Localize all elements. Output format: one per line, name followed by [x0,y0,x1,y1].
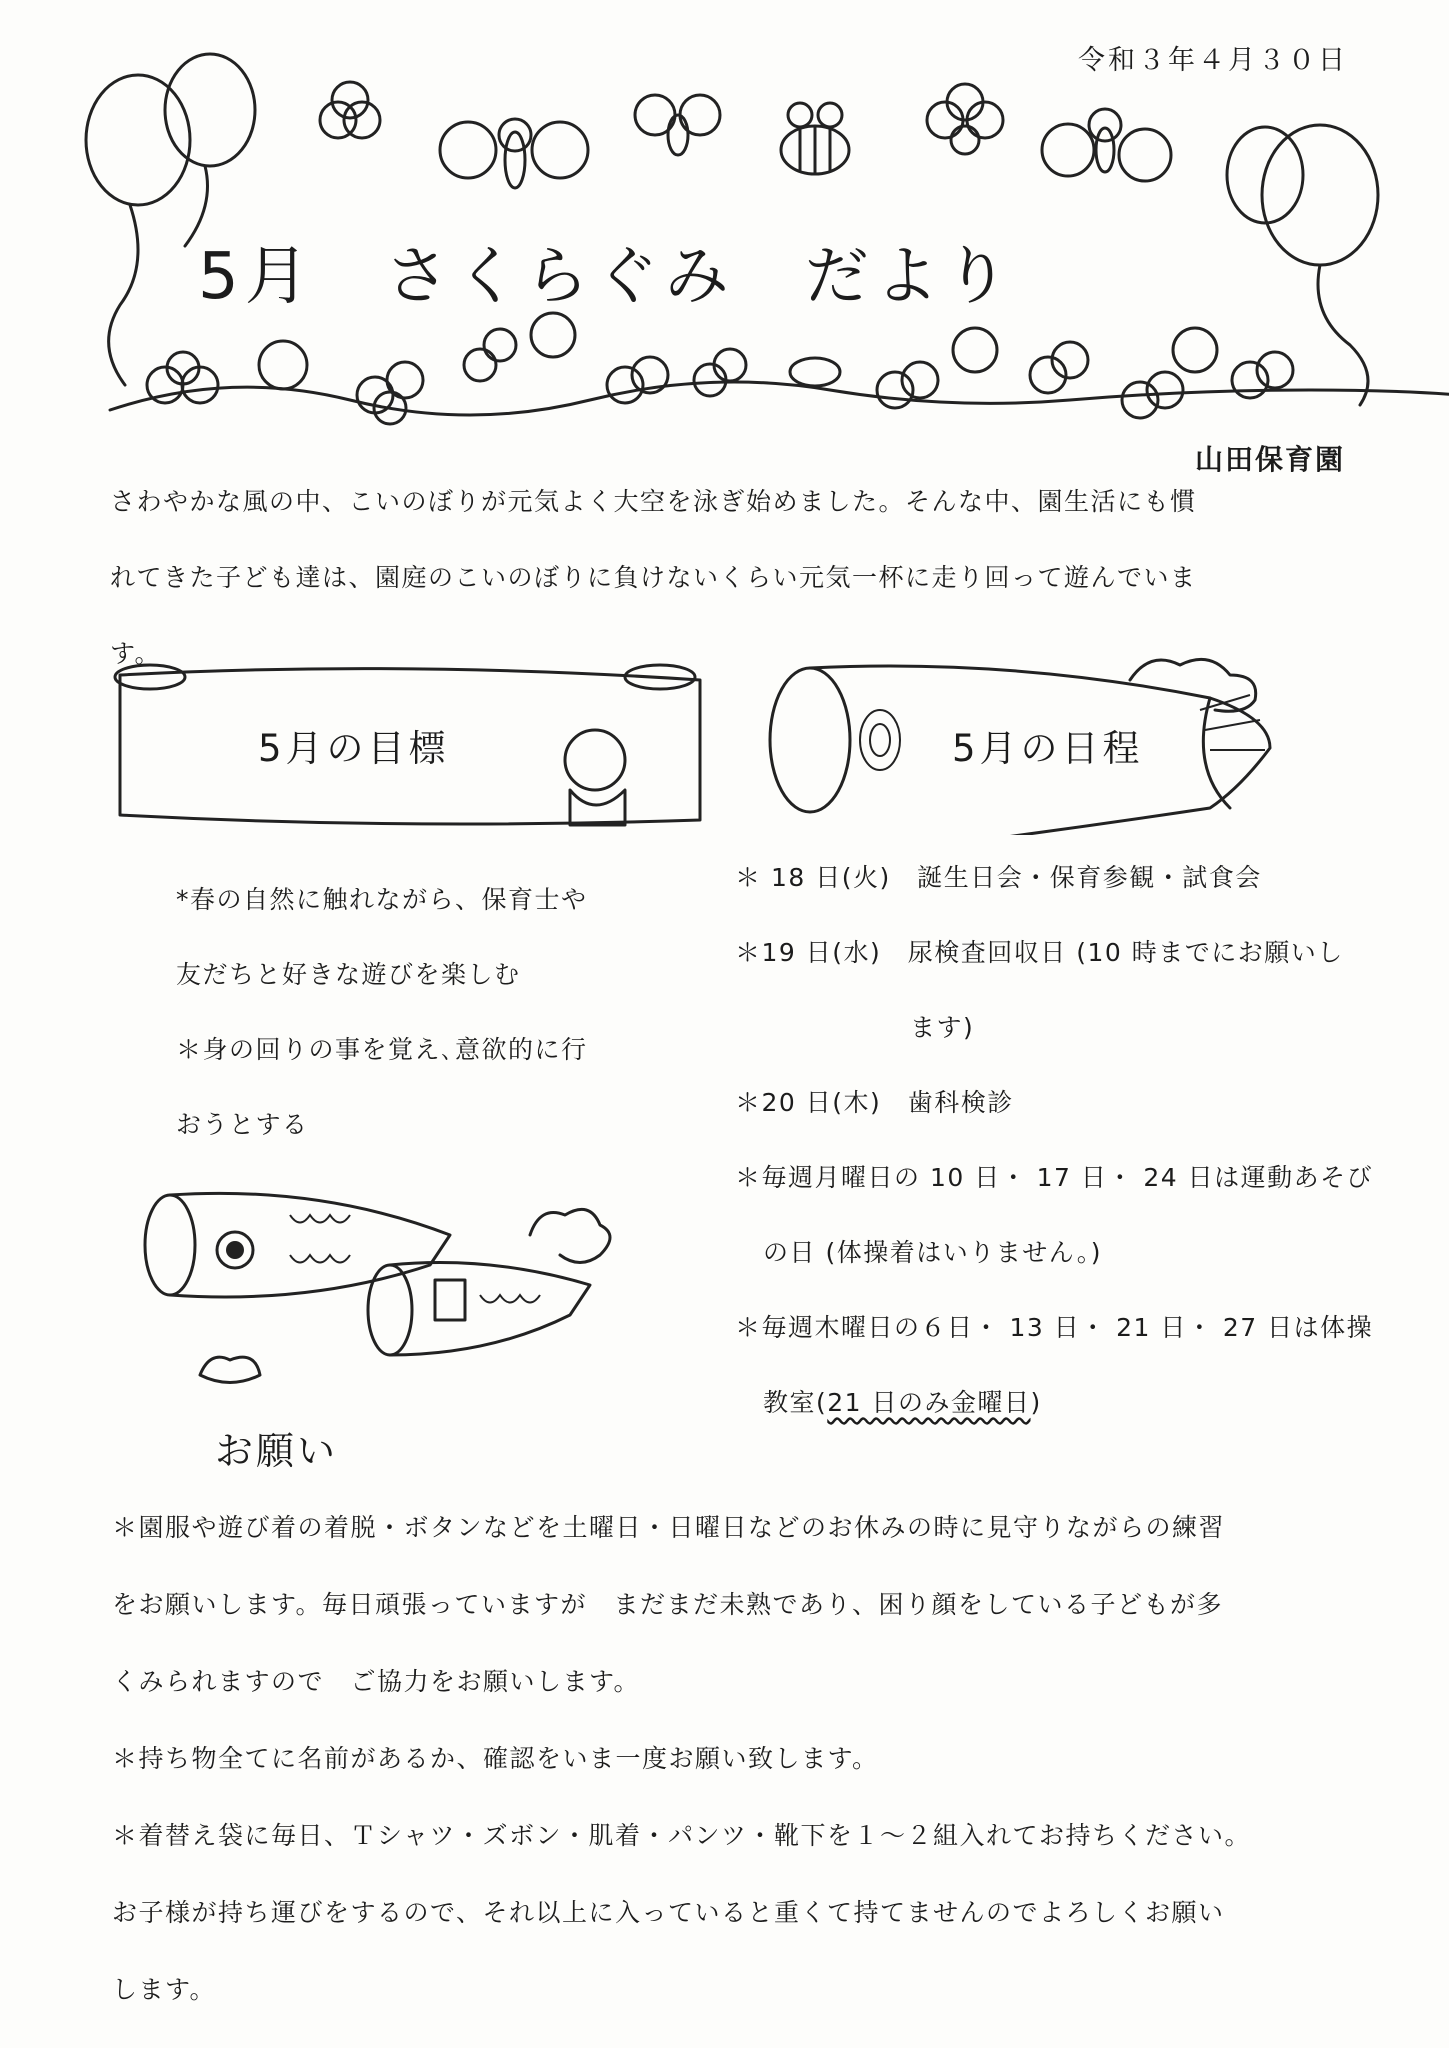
schedule-line-end: ) [1030,1388,1042,1417]
flower-row-decoration [147,313,1293,424]
child-with-koinobori-icon [565,730,625,825]
request-line: お子様が持ち運びをするので、それ以上に入っていると重くて持てませんのでよろしくお願い [112,1898,1225,1927]
clover-icon [320,82,380,138]
koinobori-eye-icon [860,710,900,770]
schedule-line: ＊20 日(木) 歯科検診 [735,1088,1014,1117]
request-line: をお願いします。毎日頑張っていますが まだまだ未熟であり、困り顔をしている子どもが多 [112,1590,1224,1619]
bee-icon [781,103,849,174]
butterfly-icon [440,119,588,188]
school-name: 山田保育園 [1195,443,1346,476]
goal-line: おうとする [176,1110,309,1139]
goal-line: ＊身の回りの事を覚え､意欲的に行 [176,1035,588,1064]
schedule-line: ＊19 日(水) 尿検査回収日 (10 時までにお願いし [735,938,1344,967]
schedule-list [735,858,1373,1419]
schedule-line: ＊毎週木曜日の６日・ 13 日・ 21 日・ 27 日は体操 [735,1313,1374,1342]
clover-icon [635,95,720,155]
schedule-line: の日 (体操着はいりません。) [763,1238,1102,1267]
cloud-icon [1130,659,1256,711]
koinobori-illustration [130,1175,620,1395]
schedule-line-start: 教室( [763,1388,828,1417]
header-decoration [0,0,1449,440]
request-line: くみられますので ご協力をお願いします。 [112,1667,641,1696]
intro-line: れてきた子ども達は、園庭のこいのぼりに負けないくらい元気一杯に走り回って遊んでいま [110,563,1197,592]
request-line: ＊持ち物全てに名前があるか、確認をいま一度お願い致します。 [112,1744,879,1773]
newsletter-title: 5月 さくらぐみ だより [198,240,1015,314]
clover-icon [927,84,1003,154]
balloon-left-icon [86,54,255,385]
goals-list [176,880,588,1141]
requests-heading: お願い [215,1429,339,1473]
schedule-line: ます) [910,1013,975,1042]
issue-date: 令和３年４月３０日 [1078,45,1348,76]
goal-line: *春の自然に触れながら、保育士や [176,885,588,914]
request-line: ＊着替え袋に毎日、Ｔシャツ・ズボン・肌着・パンツ・靴下を１～２組入れてお持ちください。 [112,1821,1252,1850]
intro-line: す。 [110,639,162,668]
cloud-icon [530,1209,610,1262]
schedule-line [735,1383,1373,1419]
goal-line: 友だちと好きな遊びを楽しむ [176,960,521,989]
goals-heading: 5月の目標 [258,727,450,770]
schedule-line: ＊ 18 日(火) 誕生日会・保育参観・試食会 [735,863,1262,892]
schedule-line: ＊毎週月曜日の 10 日・ 17 日・ 24 日は運動あそび [735,1163,1374,1192]
request-line: ＊園服や遊び着の着脱・ボタンなどを土曜日・日曜日などのお休みの時に見守りながらの練習 [112,1513,1226,1542]
request-line: します。 [112,1975,217,2004]
schedule-heading: 5月の日程 [952,727,1144,770]
requests-list [112,1508,1251,2006]
intro-paragraph [110,482,1197,670]
cloud-icon [200,1357,260,1382]
intro-line: さわやかな風の中、こいのぼりが元気よく大空を泳ぎ始めました。そんな中、園生活にも慣 [110,487,1197,516]
butterfly-icon [1042,109,1171,181]
schedule-friday-note: 21 日のみ金曜日 [827,1388,1031,1417]
